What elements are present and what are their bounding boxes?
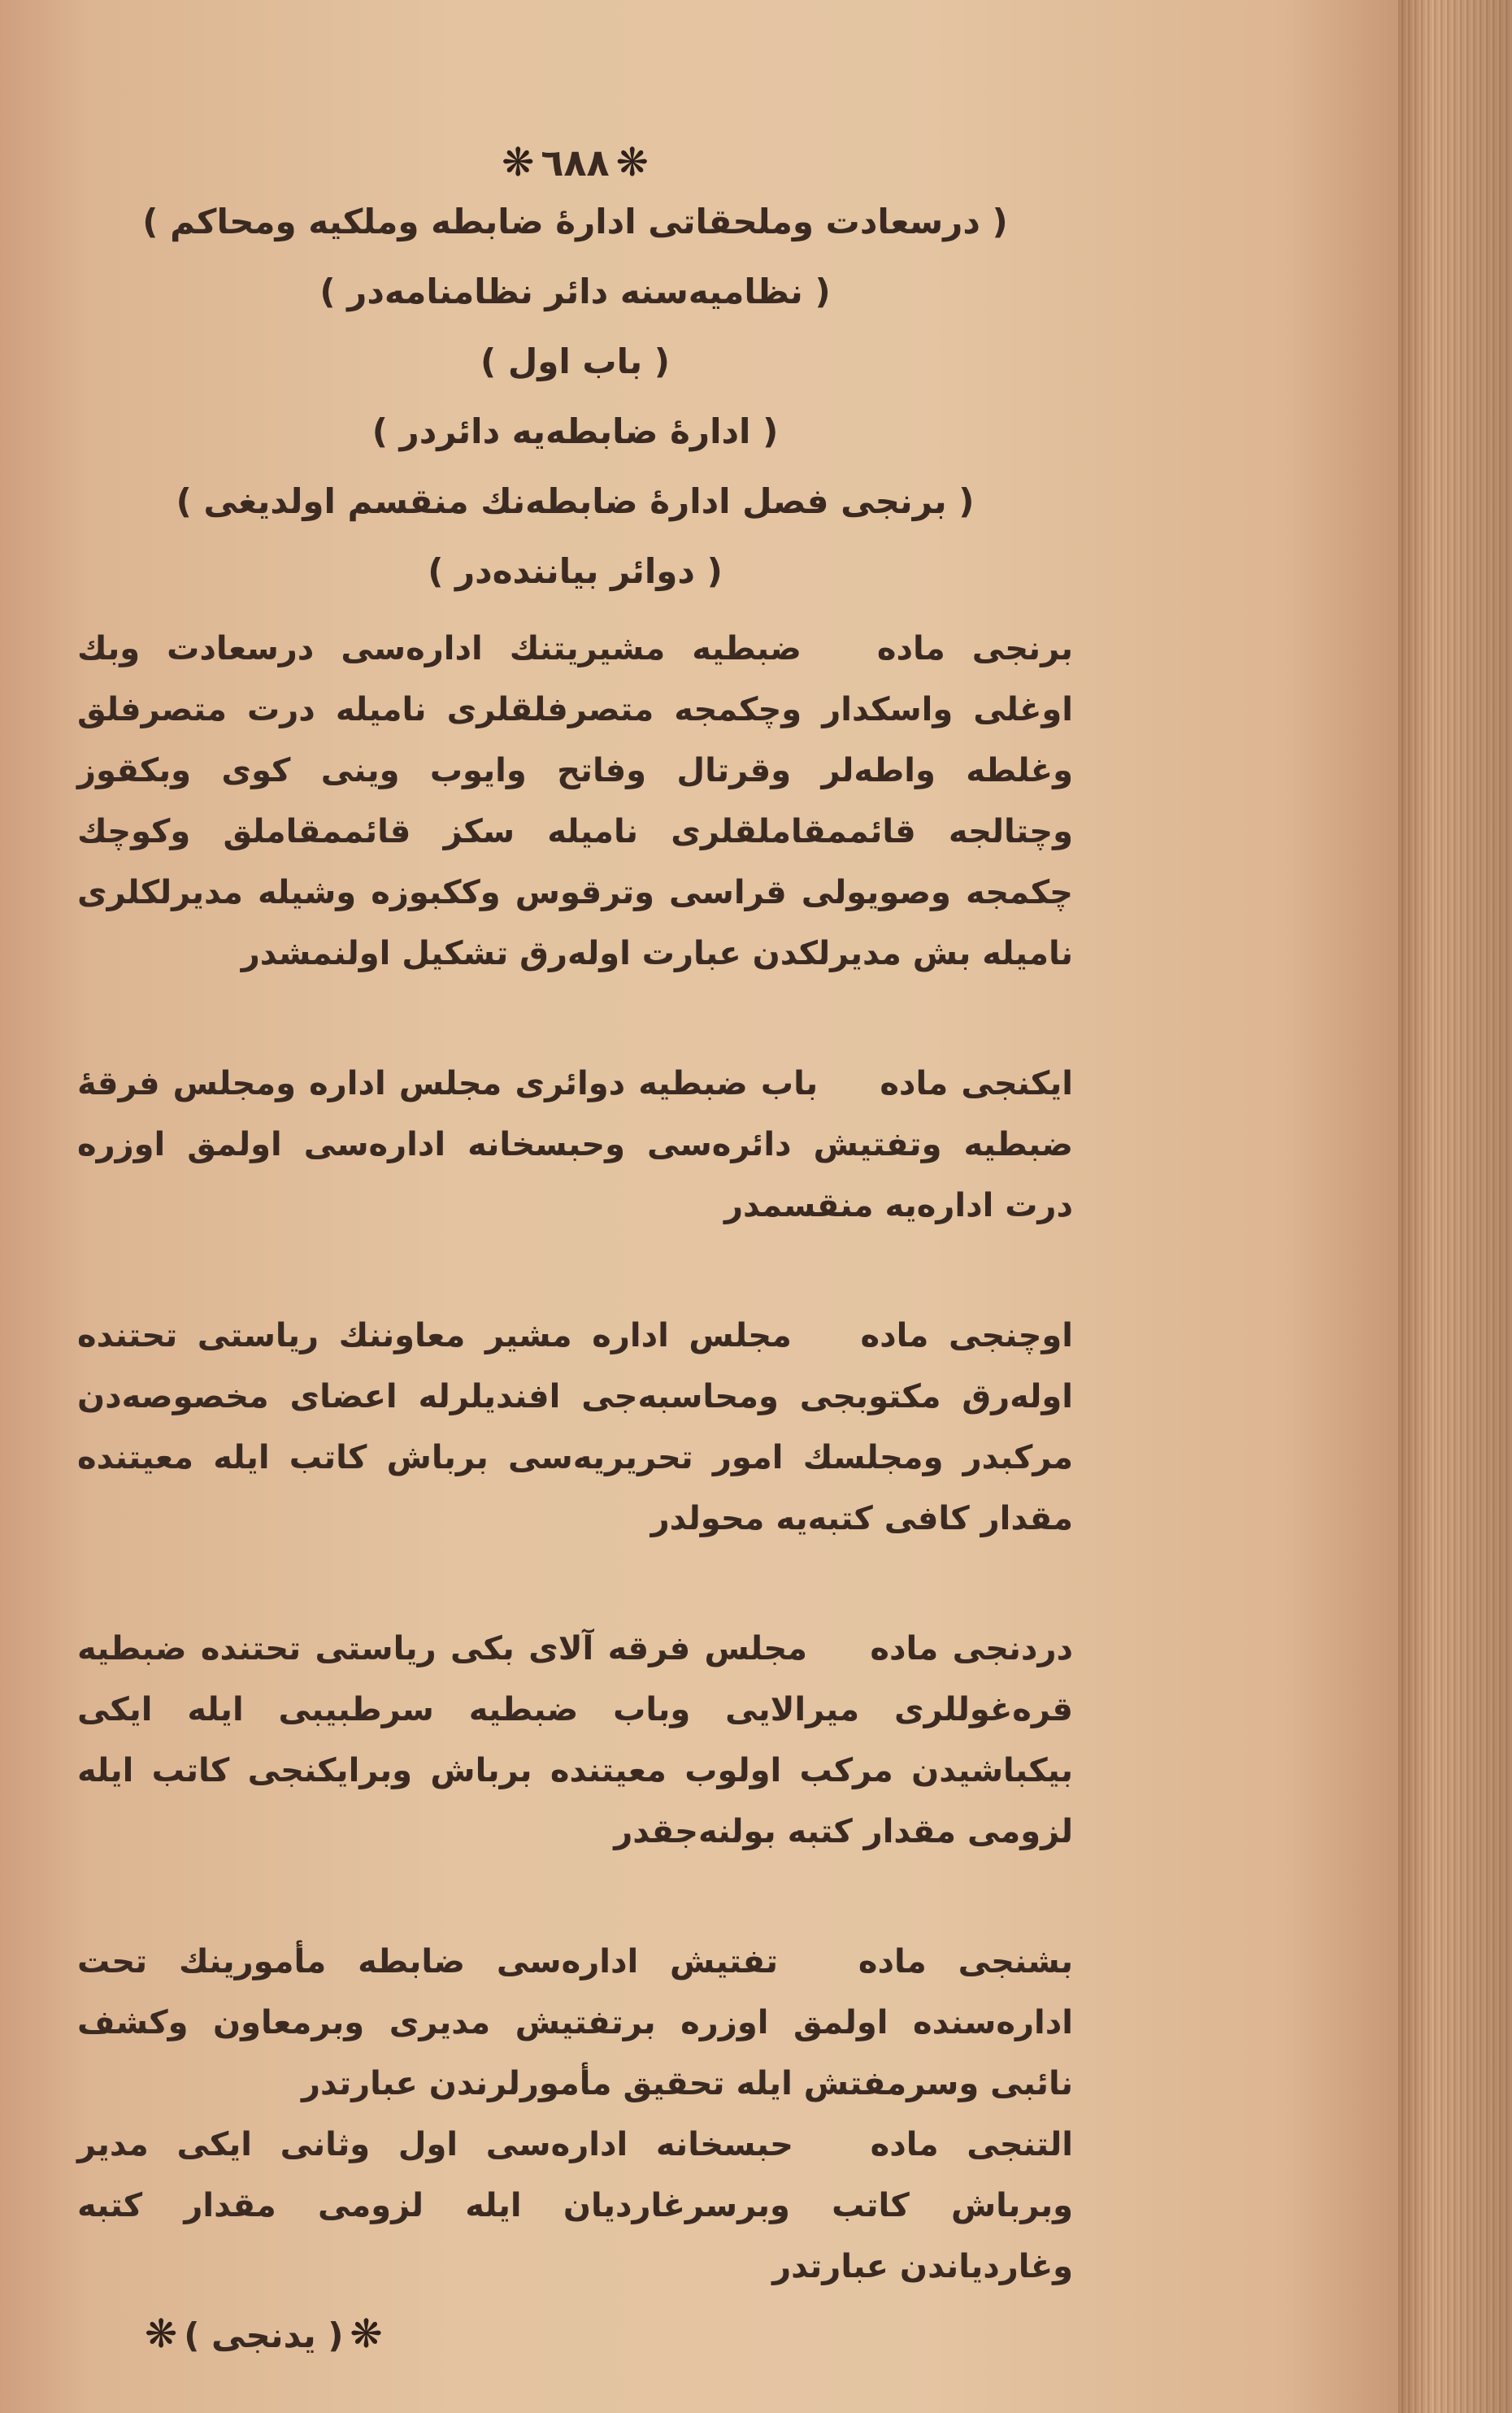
article-text-line: ومحاسبه‌جی افندیلرله اعضای مخصوصه‌دن مرکبدر ومجلسك امور <box>77 1378 1074 1476</box>
article-label: ایکنجی ماده <box>880 1065 1073 1102</box>
article-text-line: تفتیش اداره‌سی ضابطه مأمورینك تحت اداره‌سنده اولمق <box>77 1943 1073 2041</box>
article-text-line: مجلس فرقه آلای بکی ریاستی تحتنده ضبطیه قره‌غوللری <box>77 1630 1073 1728</box>
chapter-subject: ( ادارهٔ ضابطه‌یه دائردر ) <box>371 411 779 451</box>
page-edges <box>1398 0 1512 2413</box>
article-text-line: باب ضبطیه دوائری مجلس اداره ومجلس فرقهٔ ضبطیه <box>77 1065 1073 1163</box>
article-label: اوچنجی ماده <box>860 1317 1073 1354</box>
article-text-line: میرالایی وباب ضبطیه سرطبیبی ایله ایکی بیکباشیدن مرکب اولوب <box>77 1691 1073 1789</box>
article-text-line: مدیرلکلری نامیله بش مدیرلکدن عبارت اوله‌رق تشکیل اولنمشدر <box>77 874 1073 972</box>
catchword <box>77 2306 1073 2364</box>
page-number: ٦٨٨ <box>541 141 610 185</box>
article-text-line: قائممقاملق وکوچك چکمجه وصویولی قراسی وترقوس وککبوزه وشیله <box>77 813 1073 911</box>
article-text-line: وتفتیش دائره‌سی وحبسخانه اداره‌سی اولمق اوزره درت اداره‌یه منقسمدر <box>77 1126 1073 1224</box>
flower-ornament-icon: ❋ <box>502 140 535 185</box>
article-text-line: وچکمجه متصرفلقلری نامیله درت متصرفلق وغلطه واطه‌لر وقرتال <box>77 691 1073 789</box>
article-text-line: تحریریه‌سی برباش کاتب ایله معیتنده مقدار کافی کتبه‌یه محولدر <box>77 1439 1073 1537</box>
article-label: دردنجی ماده <box>870 1630 1074 1667</box>
article-text-line: وفاتح وایوب وینی کوی وبکقوز وچتالجه قائممقاملقلری نامیله سکز <box>77 752 1073 850</box>
flower-ornament-icon: ❋ <box>350 2311 383 2357</box>
article-4 <box>77 1619 1073 1863</box>
article-3 <box>77 1306 1073 1550</box>
catchword-text: ( یدنجی ) <box>184 2315 344 2355</box>
flower-ornament-icon: ❋ <box>615 140 649 185</box>
main-title: ( درسعادت وملحقاتی ادارهٔ ضابطه وملکیه ومحاکم ) <box>142 202 1008 241</box>
chapter-heading: ( باب اول ) <box>480 341 670 381</box>
article-1 <box>77 619 1073 985</box>
article-text-line: ضبطیه مشیریتنك اداره‌سی درسعادت وبك اوغلی واسکدار <box>77 630 1073 728</box>
article-text-line: حبسخانه اداره‌سی اول وثانی ایکی مدیر وبرباش کاتب <box>77 2126 1073 2224</box>
flower-ornament-icon: ❋ <box>145 2311 178 2357</box>
article-5 <box>77 1932 1073 2115</box>
article-2 <box>77 1054 1073 1237</box>
article-text-line: معیتنده برباش وبرایکنجی کاتب ایله لزومی مقدار کتبه بولنه‌جقدر <box>77 1752 1073 1850</box>
article-text-line: مأمورلرندن عبارتدر <box>301 2065 612 2102</box>
article-label: التنجی ماده <box>870 2126 1073 2163</box>
article-6 <box>77 2115 1073 2298</box>
article-text-line: وبرسرغاردیان ایله لزومی مقدار کتبه وغاردیاندن عبارتدر <box>77 2187 1073 2285</box>
section-subject: ( دوائر بیانند‌ه‌در ) <box>428 551 723 591</box>
article-text-line: مجلس اداره مشیر معاوننك ریاستی تحتنده اوله‌رق مکتوبجی <box>77 1317 1073 1415</box>
subtitle: ( نظامیه‌سنه دائر نظامنامه‌در ) <box>319 272 831 311</box>
article-text-line: اوزره برتفتیش مدیری وبرمعاون وکشف نائبی وسرمفتش ایله تحقیق <box>77 2004 1073 2102</box>
article-label: برنجی ماده <box>876 630 1073 667</box>
book-page <box>77 0 1073 2413</box>
section-heading: ( برنجی فصل ادارهٔ ضابطه‌نك منقسم اولدیغی ) <box>176 481 975 521</box>
page-header <box>77 134 1073 191</box>
article-label: بشنجی ماده <box>858 1943 1073 1980</box>
